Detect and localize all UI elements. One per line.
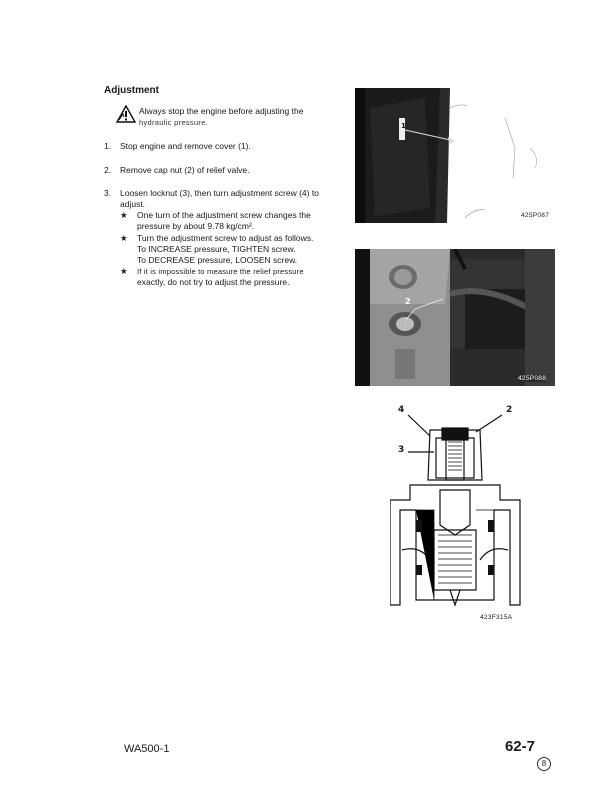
note-text xyxy=(137,233,325,266)
warning-line-2: hydraulic pressure. xyxy=(139,118,209,127)
note-line: To INCREASE pressure, TIGHTEN screw. xyxy=(137,244,296,254)
step-number: 3. xyxy=(104,188,112,198)
note-line: Turn the adjustment screw to adjust as follows. xyxy=(137,233,314,243)
revision-badge: 8 xyxy=(537,757,551,771)
note-line: If it is impossible to measure the relief pressure xyxy=(137,267,304,276)
callout-4: 4 xyxy=(398,405,405,415)
figure-label: 425P087 xyxy=(521,212,550,219)
note-text xyxy=(137,266,325,288)
step-number: 2. xyxy=(104,165,112,175)
note-line: To DECREASE pressure, LOOSEN screw. xyxy=(137,255,298,265)
valve-cross-section-image xyxy=(390,400,530,610)
figure-label: 423F315A xyxy=(480,614,513,621)
callout-1: 1 xyxy=(401,122,406,130)
warning-triangle-icon xyxy=(116,105,136,123)
section-heading: Adjustment xyxy=(104,85,159,96)
model-number: WA500-1 xyxy=(124,743,170,755)
star-icon: ★ xyxy=(120,266,128,276)
photo-engine-cover xyxy=(355,88,555,223)
figure-label: 425P088 xyxy=(518,375,547,382)
step-text: Stop engine and remove cover (1). xyxy=(120,141,251,151)
page-number: 62-7 xyxy=(504,738,535,755)
photo-relief-valve-image xyxy=(355,249,555,386)
warning-line-1: Always stop the engine before adjusting the xyxy=(139,106,304,116)
note-line: exactly, do not try to adjust the pressure. xyxy=(137,277,290,287)
callout-2: 2 xyxy=(405,297,411,306)
photo-relief-valve xyxy=(355,249,555,386)
photo-engine-cover-image xyxy=(355,88,555,223)
star-icon: ★ xyxy=(120,210,128,220)
star-icon: ★ xyxy=(120,233,128,243)
callout-3: 3 xyxy=(398,445,405,455)
step-number: 1. xyxy=(104,141,112,151)
note-text: One turn of the adjustment screw changes the pressure by about 9.78 kg/cm². xyxy=(137,210,311,231)
callout-2: 2 xyxy=(506,405,513,415)
step-text: Loosen locknut (3), then turn adjustment screw (4) to adjust. xyxy=(120,188,319,209)
valve-cross-section-diagram xyxy=(390,400,530,630)
step-text: Remove cap nut (2) of relief valve. xyxy=(120,165,250,175)
